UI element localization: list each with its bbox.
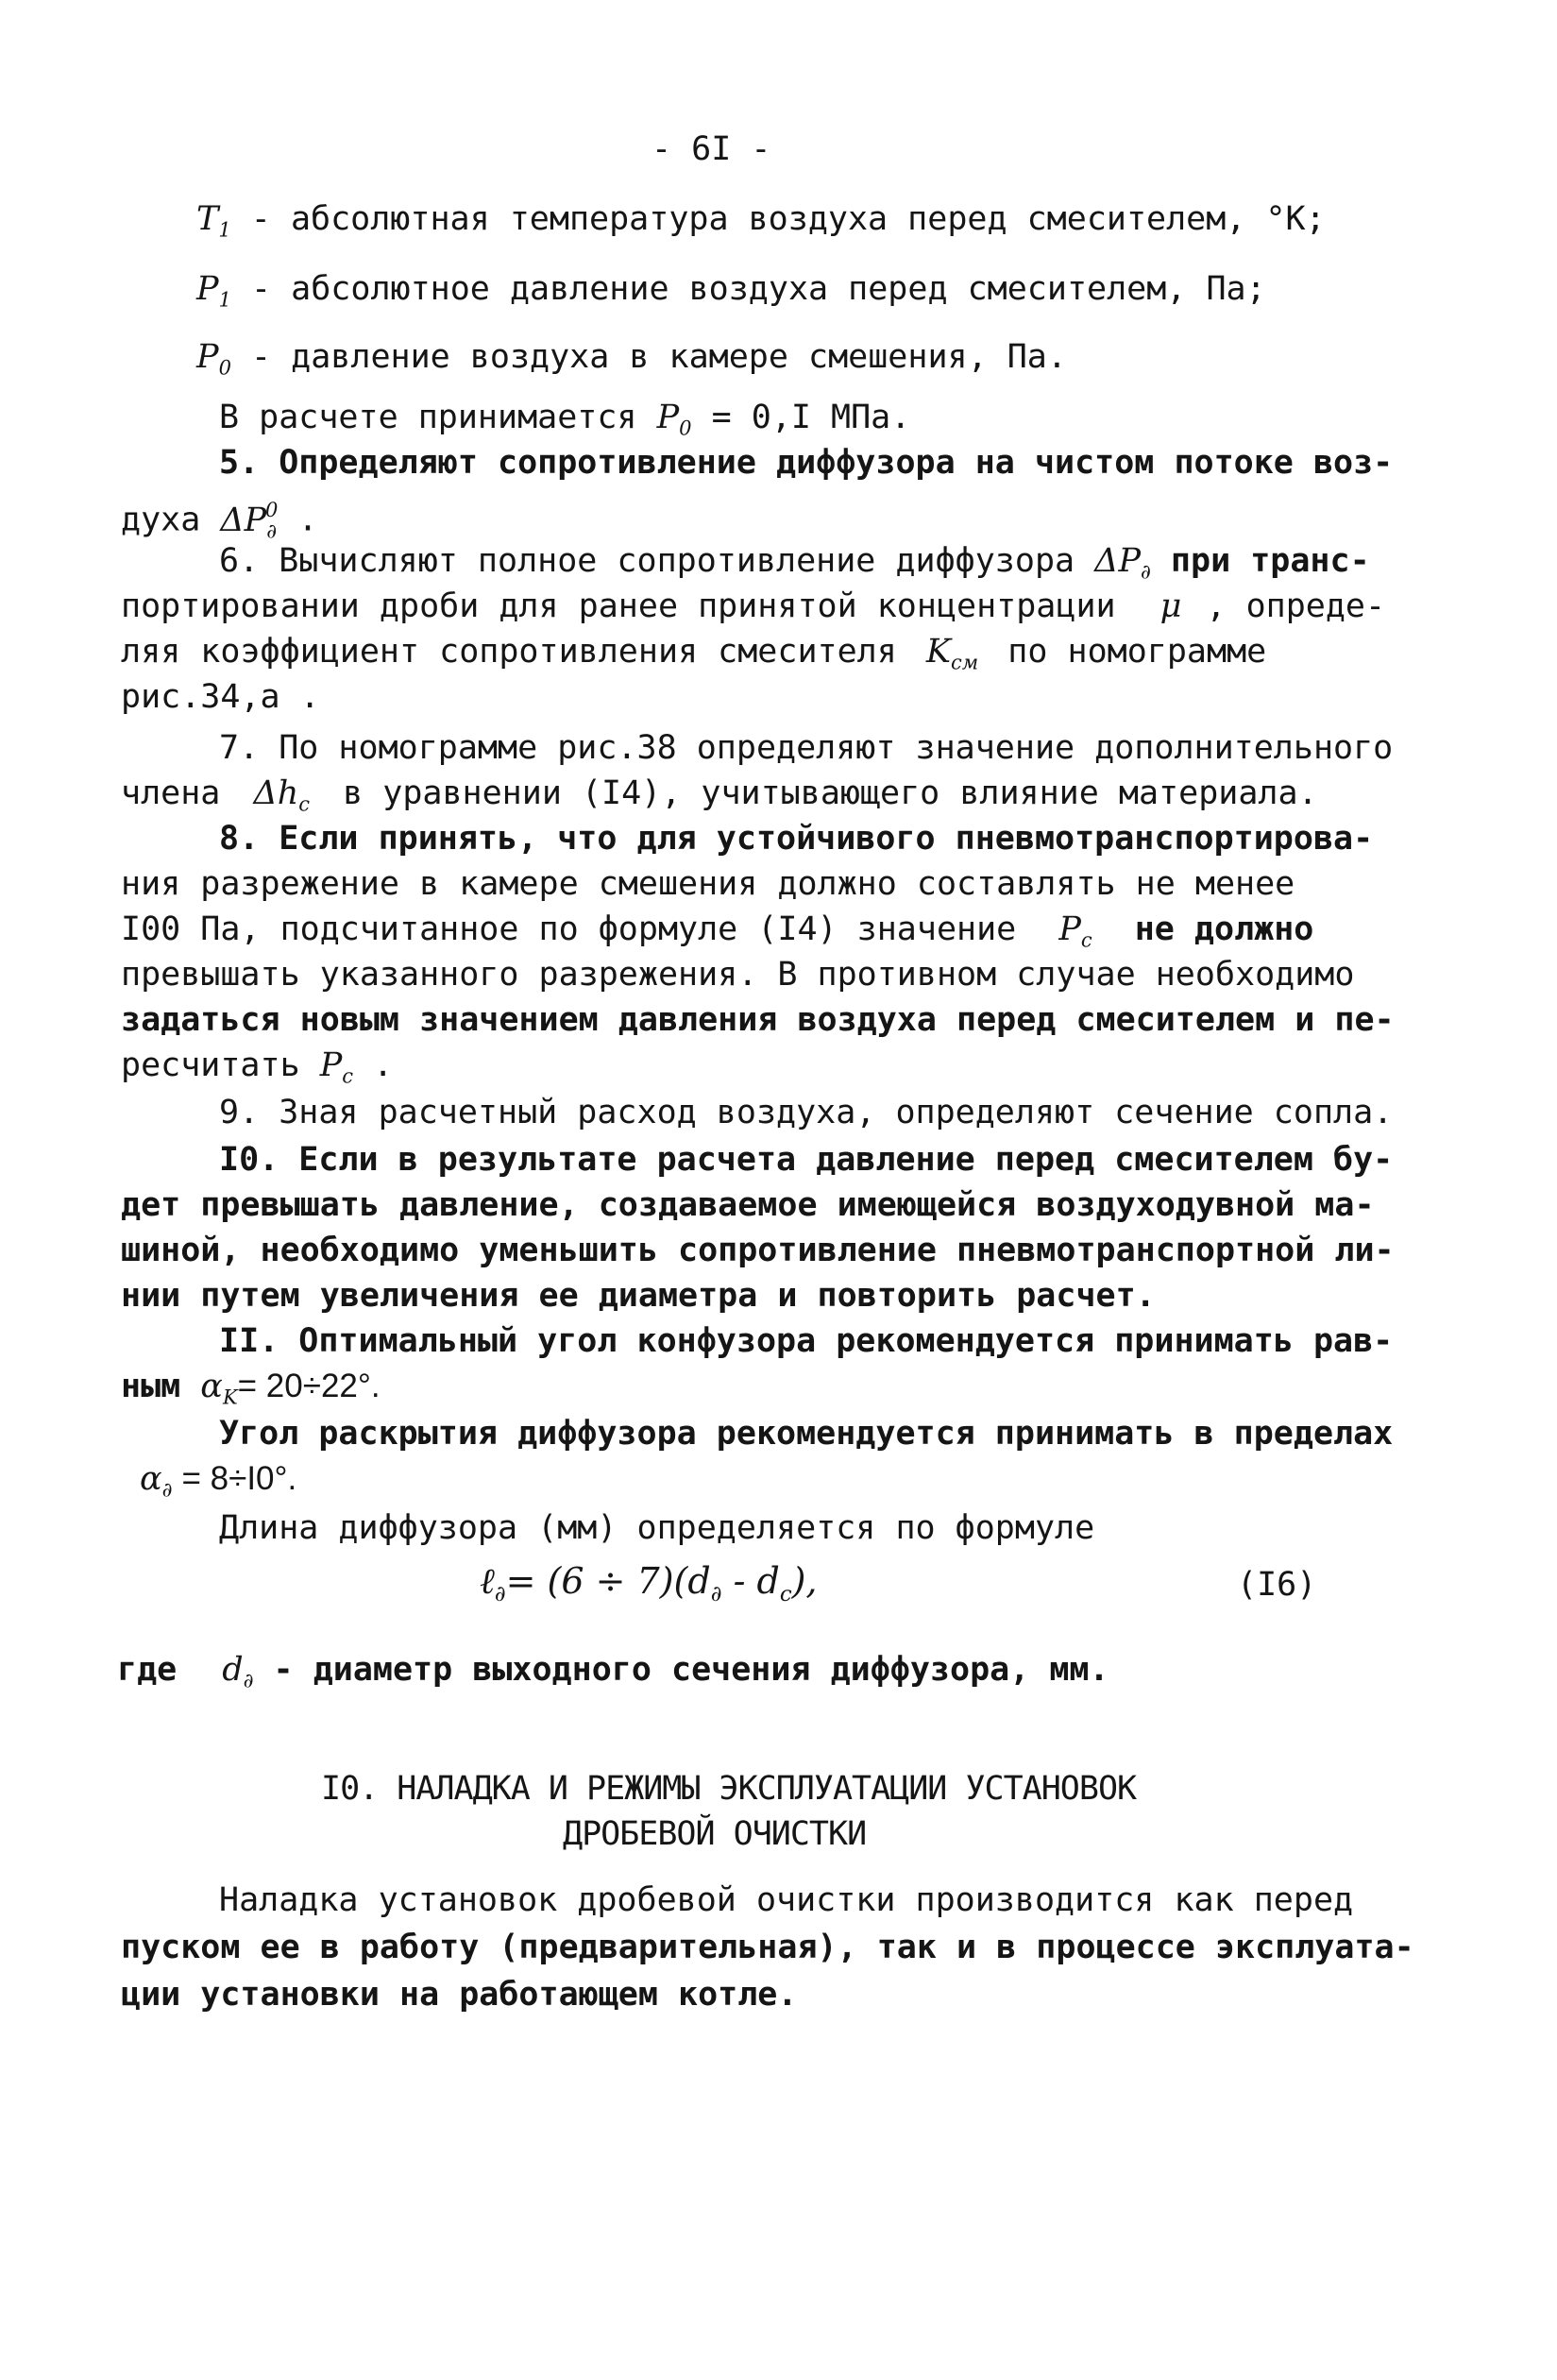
definition-p0 (196, 336, 1067, 388)
text-line: духа $\Delta P_\partial^0$ . (121, 499, 318, 543)
text-line: пуском ее в работу (предварительная), так и в процессе эксплуата- (121, 1929, 1414, 1966)
text-line: ным $\alpha_K= 20\div 22^\circ$. (121, 1368, 381, 1409)
text-line: портировании дроби для ранее принятой концентрации μ , опреде- (121, 587, 1386, 625)
text-line: II. Оптимальный угол конфузора рекомендуется принимать рав- (219, 1322, 1394, 1360)
symbol-sub: 1 (218, 288, 231, 312)
text-line: задаться новым значением давления воздуха перед смесителем и пе- (121, 1001, 1395, 1039)
text-line: где $d_\partial$ - диаметр выходного сечения диффузора, мм. (117, 1651, 1109, 1692)
symbol-pc: $P_c$ (319, 1046, 354, 1088)
text-line: 9. Зная расчетный расход воздуха, определяют сечение сопла. (219, 1094, 1394, 1131)
text-line: превышать указанного разрежения. В противном случае необходимо (121, 956, 1355, 994)
text-line: члена $\Delta h_c$ в уравнении (I4), учитывающего влияние материала. (121, 774, 1318, 816)
text-line: дет превышать давление, создаваемое имеющейся воздуходувной ма- (121, 1186, 1375, 1224)
text-line: В расчете принимается $P_0 = 0,I$ МПа. (219, 399, 911, 440)
text-line: Наладка установок дробевой очистки производится как перед (219, 1881, 1354, 1919)
text-line: 8. Если принять, что для устойчивого пневмотранспортирова- (219, 820, 1374, 858)
symbol-mu: μ (1159, 587, 1182, 625)
text-line: шиной, необходимо уменьшить сопротивление пневмотранспортной ли- (121, 1232, 1395, 1269)
symbol-p: P (196, 270, 219, 308)
definition-p1 (196, 268, 1266, 320)
text-line: рис.34,а . (121, 678, 320, 716)
symbol-t: T (196, 200, 219, 238)
symbol-sub: 1 (218, 218, 231, 242)
definition-text: - давление воздуха в камере смешения, Па. (230, 338, 1067, 376)
symbol-sub: 0 (218, 356, 231, 380)
text-line: Угол раскрытия диффузора рекомендуется принимать в пределах (219, 1415, 1394, 1453)
symbol-l-d: ℓ$_\partial$ (480, 1560, 506, 1606)
text-line: I00 Па, подсчитанное по формуле (I4) значение $P_c$ не должно (121, 910, 1314, 952)
formula: ℓ$_\partial$= $(6 \div 7)(d_\partial - d_c)$, (480, 1560, 818, 1606)
symbol-alpha-k: $\alpha_K$ (200, 1368, 238, 1409)
section-title: I0. НАЛАДКА И РЕЖИМЫ ЭКСПЛУАТАЦИИ УСТАНОВОК (321, 1770, 1137, 1808)
equation-number: (I6) (1237, 1566, 1317, 1604)
text-line: $\alpha_\partial = 8\div I0^\circ$. (140, 1460, 297, 1502)
symbol-pc: $P_c$ (1058, 910, 1092, 952)
symbol-k-sm: $K_{см}$ (925, 633, 979, 674)
text-line: 7. По номограмме рис.38 определяют значение дополнительного (219, 729, 1394, 767)
text-line: ния разрежение в камере смешения должно составлять не менее (121, 865, 1295, 903)
text-line: ции установки на работающем котле. (121, 1976, 798, 2014)
definition-t1 (196, 198, 1326, 250)
symbol-delta-p: $\Delta P_\partial^0$ (220, 499, 279, 543)
text-line: ресчитать $P_c$ . (121, 1046, 394, 1088)
definition-text: - абсолютное давление воздуха перед смесителем, Па; (230, 270, 1266, 308)
symbol-delta-p-d: $\Delta P_\partial$ (1094, 542, 1151, 584)
page-number: - 6I - (652, 130, 771, 168)
text-line: 6. Вычисляют полное сопротивление диффузора $\Delta P_\partial$ при транс- (219, 542, 1370, 584)
symbol-d-d: $d_\partial$ (222, 1651, 254, 1692)
text-line: 5. Определяют сопротивление диффузора на чистом потоке воз- (219, 444, 1394, 482)
definition-text: - абсолютная температура воздуха перед смесителем, °К; (230, 200, 1326, 238)
text-line: Длина диффузора (мм) определяется по формуле (219, 1509, 1095, 1547)
section-title: ДРОБЕВОЙ ОЧИСТКИ (563, 1815, 867, 1853)
text-line: ляя коэффициент сопротивления смесителя $K_{см}$ по номограмме (121, 633, 1267, 674)
text-line: нии путем увеличения ее диаметра и повторить расчет. (121, 1277, 1156, 1315)
symbol-alpha-d: $\alpha_\partial$ (140, 1460, 173, 1502)
symbol-delta-h: $\Delta h_c$ (253, 774, 311, 816)
text-line: I0. Если в результате расчета давление перед смесителем бу- (219, 1141, 1394, 1179)
symbol-p0: $P_0$ (656, 399, 692, 440)
symbol-p: P (196, 338, 219, 376)
